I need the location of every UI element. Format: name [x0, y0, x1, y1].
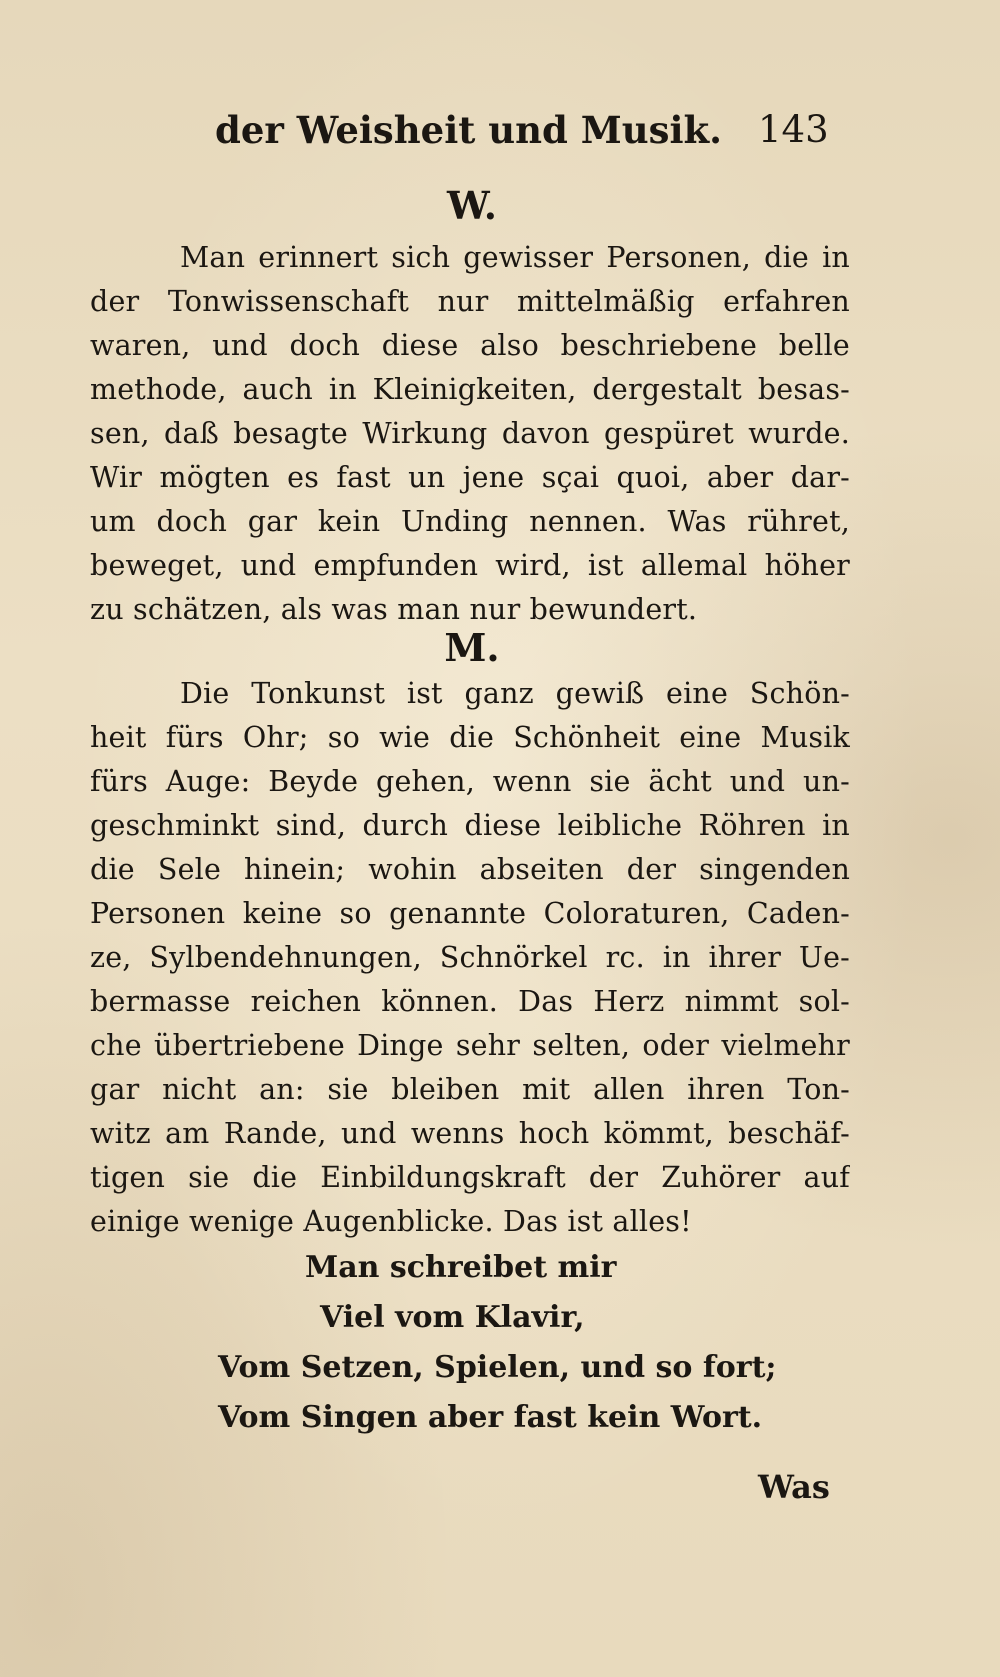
catchword: Was: [758, 1468, 830, 1506]
paragraph-m: [90, 672, 850, 1244]
text-line: geschminkt sind, durch diese leibliche Röhren in: [90, 809, 850, 842]
section-heading-m: M.: [444, 625, 500, 670]
verse-line: Man schreibet mir: [305, 1250, 617, 1285]
text-line: tigen sie die Einbildungskraft der Zuhörer auf: [90, 1161, 850, 1194]
verse-line: Vom Setzen, Spielen, und so fort;: [218, 1350, 777, 1385]
text-line: beweget, und empfunden wird, ist allemal höher: [90, 549, 850, 582]
text-line: che übertriebene Dinge sehr selten, oder vielmehr: [90, 1029, 850, 1062]
text-line: gar nicht an: sie bleiben mit allen ihren Ton-: [90, 1073, 850, 1106]
text-line: Die Tonkunst ist ganz gewiß eine Schön-: [180, 677, 850, 710]
text-line: Personen keine so genannte Coloraturen, Caden-: [90, 897, 850, 930]
paragraph-w: [90, 236, 850, 632]
verse-block: [0, 1243, 1000, 1443]
text-line: heit fürs Ohr; so wie die Schönheit eine Musik: [90, 721, 850, 754]
text-line: Wir mögten es fast un jene sçai quoi, aber dar-: [90, 461, 850, 494]
text-line: sen, daß besagte Wirkung davon gespüret wurde.: [90, 417, 850, 450]
text-line: zu schätzen, als was man nur bewundert.: [90, 593, 698, 626]
text-line: um doch gar kein Unding nennen. Was rühret,: [90, 505, 850, 538]
text-line: die Sele hinein; wohin abseiten der singenden: [90, 853, 850, 886]
text-line: waren, und doch diese also beschriebene belle: [90, 329, 850, 362]
running-head: [0, 100, 1000, 160]
text-line: witz am Rande, und wenns hoch kömmt, beschäf-: [90, 1117, 850, 1150]
text-line: bermasse reichen können. Das Herz nimmt sol-: [90, 985, 850, 1018]
section-heading-w: W.: [447, 183, 497, 228]
text-line: Man erinnert sich gewisser Personen, die in: [180, 241, 850, 274]
text-line: methode, auch in Kleinigkeiten, dergestalt besas-: [90, 373, 850, 406]
page-number: 143: [758, 108, 829, 151]
text-line: ze, Sylbendehnungen, Schnörkel rc. in ihrer Ue-: [90, 941, 850, 974]
verse-line: Viel vom Klavir,: [320, 1300, 585, 1335]
running-title: der Weisheit und Musik.: [215, 108, 723, 152]
verse-line: Vom Singen aber fast kein Wort.: [218, 1400, 763, 1435]
text-line: der Tonwissenschaft nur mittelmäßig erfahren: [90, 285, 850, 318]
text-line: fürs Auge: Beyde gehen, wenn sie ächt und un-: [90, 765, 850, 798]
text-line: einige wenige Augenblicke. Das ist alles!: [90, 1205, 692, 1238]
